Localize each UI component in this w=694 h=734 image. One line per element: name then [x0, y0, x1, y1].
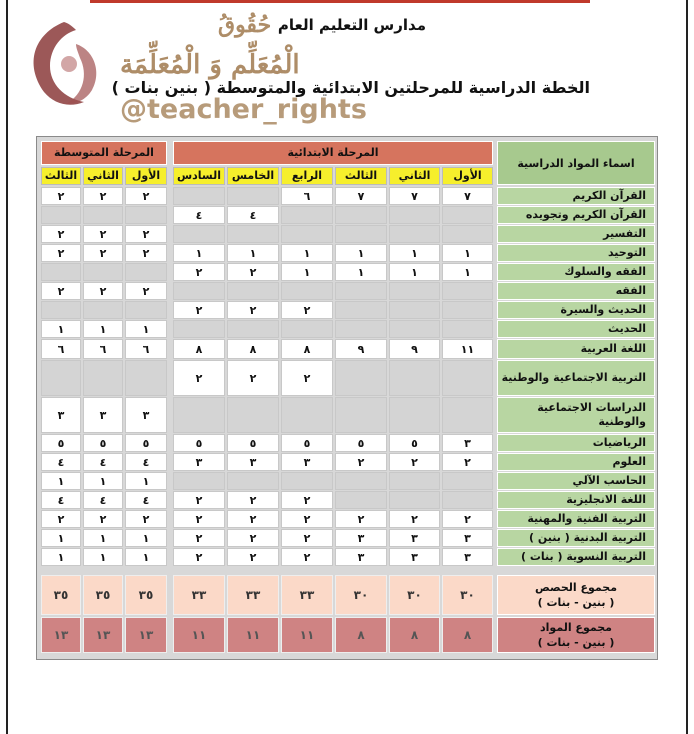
plan-cell: ٦ — [281, 187, 333, 205]
plan-cell: ٨ — [281, 339, 333, 359]
plan-cell: ٦ — [125, 339, 167, 359]
plan-cell: ١ — [281, 244, 333, 262]
plan-cell — [41, 301, 81, 319]
total-subjects-cell: ١٣ — [125, 617, 167, 653]
subject-label: الدراسات الاجتماعية والوطنية — [497, 397, 655, 433]
plan-cell: ٣ — [83, 397, 123, 433]
plan-cell: ٢ — [227, 301, 279, 319]
plan-cell: ٥ — [41, 434, 81, 452]
subject-label: العلوم — [497, 453, 655, 471]
plan-cell: ٤ — [41, 491, 81, 509]
total-periods-cell: ٣٠ — [442, 575, 493, 615]
plan-cell: ٢ — [227, 360, 279, 396]
plan-cell: ٢ — [281, 360, 333, 396]
subject-label: التوحيد — [497, 244, 655, 262]
plan-cell — [389, 360, 440, 396]
plan-cell: ٨ — [227, 339, 279, 359]
plan-cell: ١ — [281, 263, 333, 281]
subject-label: اللغة العربية — [497, 339, 655, 359]
plan-cell: ٢ — [173, 491, 225, 509]
plan-cell — [83, 301, 123, 319]
plan-cell: ٧ — [442, 187, 493, 205]
plan-cell — [173, 397, 225, 433]
plan-cell: ١ — [41, 472, 81, 490]
plan-cell — [281, 472, 333, 490]
plan-cell: ١ — [389, 263, 440, 281]
total-subjects-cell: ١١ — [173, 617, 225, 653]
total-subjects-cell: ١٣ — [83, 617, 123, 653]
watermark-name: الْمُعَلِّم وَ الْمُعَلِّمَة — [120, 50, 300, 80]
plan-cell: ١ — [125, 529, 167, 547]
grade-header-middle: الأول — [125, 167, 167, 185]
plan-cell — [442, 320, 493, 338]
plan-cell — [227, 472, 279, 490]
total-subjects-cell: ١١ — [281, 617, 333, 653]
plan-cell — [442, 491, 493, 509]
plan-cell: ٢ — [125, 225, 167, 243]
plan-cell: ١ — [125, 472, 167, 490]
plan-cell — [83, 206, 123, 224]
total-periods-cell: ٣٠ — [335, 575, 387, 615]
plan-cell: ٢ — [227, 510, 279, 528]
plan-cell — [227, 320, 279, 338]
plan-cell: ٥ — [125, 434, 167, 452]
plan-cell: ٥ — [281, 434, 333, 452]
plan-cell: ٢ — [281, 491, 333, 509]
total-subjects-label — [497, 617, 655, 653]
total-periods-cell: ٣٣ — [227, 575, 279, 615]
plan-cell: ٣ — [335, 529, 387, 547]
plan-cell: ٨ — [173, 339, 225, 359]
total-periods-cell: ٣٥ — [83, 575, 123, 615]
total-subjects-cell: ٨ — [335, 617, 387, 653]
plan-cell: ٣ — [442, 434, 493, 452]
plan-cell — [173, 187, 225, 205]
plan-cell: ١ — [41, 320, 81, 338]
plan-cell: ٤ — [173, 206, 225, 224]
plan-cell: ٢ — [83, 282, 123, 300]
plan-cell: ٢ — [125, 510, 167, 528]
total-periods-cell: ٣٣ — [281, 575, 333, 615]
plan-cell — [389, 491, 440, 509]
plan-cell: ٢ — [442, 510, 493, 528]
plan-cell — [335, 491, 387, 509]
plan-cell: ١ — [173, 244, 225, 262]
total-subjects-line1: مجموع المواد — [540, 621, 612, 634]
plan-cell — [335, 472, 387, 490]
plan-cell — [125, 263, 167, 281]
total-periods-cell: ٣٥ — [41, 575, 81, 615]
plan-cell: ١ — [442, 244, 493, 262]
plan-cell — [227, 187, 279, 205]
plan-cell — [281, 206, 333, 224]
plan-cell: ١ — [125, 320, 167, 338]
plan-cell: ٤ — [227, 206, 279, 224]
plan-cell — [442, 282, 493, 300]
plan-cell: ٥ — [173, 434, 225, 452]
total-periods-label — [497, 575, 655, 615]
middle-stage-header: المرحلة المتوسطة — [41, 141, 167, 165]
plan-cell — [281, 397, 333, 433]
watermark-title: حُقُوقُ — [218, 12, 272, 38]
plan-cell — [335, 320, 387, 338]
total-periods-cell: ٣٣ — [173, 575, 225, 615]
plan-cell — [442, 472, 493, 490]
subject-label: اللغة الانجليزية — [497, 491, 655, 509]
plan-cell: ٢ — [389, 453, 440, 471]
plan-cell — [281, 282, 333, 300]
subject-label: التربية النسوية ( بنات ) — [497, 548, 655, 566]
plan-cell — [389, 206, 440, 224]
plan-cell — [335, 301, 387, 319]
total-subjects-cell: ١١ — [227, 617, 279, 653]
plan-cell — [173, 320, 225, 338]
plan-cell: ٣ — [173, 453, 225, 471]
grade-header-middle: الثاني — [83, 167, 123, 185]
plan-cell: ١ — [41, 529, 81, 547]
plan-cell: ٣ — [335, 548, 387, 566]
plan-cell: ٣ — [442, 548, 493, 566]
plan-cell: ٢ — [335, 510, 387, 528]
plan-cell — [335, 397, 387, 433]
plan-cell: ٢ — [41, 244, 81, 262]
plan-cell — [281, 225, 333, 243]
plan-cell: ٤ — [125, 453, 167, 471]
plan-cell: ٢ — [41, 510, 81, 528]
subject-label: الحديث والسيرة — [497, 301, 655, 319]
plan-cell — [389, 225, 440, 243]
plan-cell: ٢ — [173, 263, 225, 281]
grade-header-primary: السادس — [173, 167, 225, 185]
subject-label: الرياضيات — [497, 434, 655, 452]
plan-cell: ٢ — [83, 510, 123, 528]
top-accent-bar — [90, 0, 590, 3]
plan-cell — [125, 206, 167, 224]
watermark-logo-icon — [14, 14, 114, 114]
total-subjects-cell: ١٣ — [41, 617, 81, 653]
plan-cell: ٥ — [227, 434, 279, 452]
plan-cell — [41, 360, 81, 396]
plan-cell — [125, 360, 167, 396]
plan-cell: ٢ — [281, 510, 333, 528]
plan-cell: ٢ — [281, 301, 333, 319]
plan-cell — [125, 301, 167, 319]
plan-cell — [442, 225, 493, 243]
grade-header-primary: الأول — [442, 167, 493, 185]
plan-cell: ٢ — [173, 301, 225, 319]
plan-cell — [389, 320, 440, 338]
subject-label: التربية البدنية ( بنين ) — [497, 529, 655, 547]
plan-cell: ٣ — [389, 529, 440, 547]
grade-header-primary: الثاني — [389, 167, 440, 185]
plan-cell: ٢ — [442, 453, 493, 471]
plan-cell — [335, 360, 387, 396]
total-periods-cell: ٣٠ — [389, 575, 440, 615]
plan-cell: ٧ — [335, 187, 387, 205]
plan-cell: ٢ — [125, 244, 167, 262]
watermark-handle: @teacher_rights — [120, 94, 367, 125]
plan-cell — [335, 225, 387, 243]
plan-cell: ٣ — [442, 529, 493, 547]
school-heading: مدارس التعليم العام — [277, 16, 426, 34]
plan-cell — [335, 282, 387, 300]
plan-cell: ٣ — [227, 453, 279, 471]
plan-cell — [41, 206, 81, 224]
plan-cell: ٩ — [335, 339, 387, 359]
grade-header-middle: الثالث — [41, 167, 81, 185]
plan-cell: ١ — [442, 263, 493, 281]
plan-cell: ٢ — [281, 529, 333, 547]
plan-cell — [227, 225, 279, 243]
plan-cell: ٥ — [335, 434, 387, 452]
plan-cell: ١ — [125, 548, 167, 566]
plan-cell: ٢ — [125, 187, 167, 205]
plan-cell: ٤ — [83, 453, 123, 471]
plan-cell: ٢ — [389, 510, 440, 528]
plan-cell: ١ — [83, 320, 123, 338]
subject-label: الفقه — [497, 282, 655, 300]
plan-cell — [227, 282, 279, 300]
plan-cell: ٢ — [173, 510, 225, 528]
study-plan-table — [36, 136, 658, 660]
plan-cell: ١ — [335, 244, 387, 262]
plan-cell: ٩ — [389, 339, 440, 359]
plan-cell: ٢ — [227, 263, 279, 281]
total-periods-cell: ٣٥ — [125, 575, 167, 615]
plan-cell: ١ — [335, 263, 387, 281]
plan-cell: ٧ — [389, 187, 440, 205]
plan-cell — [281, 320, 333, 338]
plan-cell — [335, 206, 387, 224]
plan-cell: ١١ — [442, 339, 493, 359]
plan-cell: ٦ — [41, 339, 81, 359]
plan-cell: ٦ — [83, 339, 123, 359]
subject-label: الحديث — [497, 320, 655, 338]
plan-cell: ١ — [83, 529, 123, 547]
plan-cell: ٢ — [227, 548, 279, 566]
subject-label: القرآن الكريم — [497, 187, 655, 205]
plan-cell: ٢ — [41, 187, 81, 205]
plan-cell — [173, 225, 225, 243]
subjects-column-header: اسماء المواد الدراسية — [497, 141, 655, 185]
plan-cell: ٢ — [227, 491, 279, 509]
plan-cell — [389, 472, 440, 490]
subject-label: التربية الاجتماعية والوطنية — [497, 360, 655, 396]
total-periods-line2: ( بنين - بنات ) — [537, 596, 615, 609]
plan-cell: ٣ — [41, 397, 81, 433]
plan-cell: ٣ — [281, 453, 333, 471]
subject-label: التربية الفنية والمهنية — [497, 510, 655, 528]
plan-cell: ٢ — [41, 282, 81, 300]
plan-cell — [227, 397, 279, 433]
grade-header-primary: الرابع — [281, 167, 333, 185]
plan-cell: ٢ — [173, 360, 225, 396]
plan-cell — [442, 206, 493, 224]
plan-cell: ١ — [389, 244, 440, 262]
plan-cell: ١ — [41, 548, 81, 566]
plan-cell — [83, 263, 123, 281]
primary-stage-header: المرحلة الابتدائية — [173, 141, 493, 165]
total-subjects-cell: ٨ — [389, 617, 440, 653]
subject-label: الفقه والسلوك — [497, 263, 655, 281]
plan-cell: ٢ — [227, 529, 279, 547]
plan-title: الخطة الدراسية للمرحلتين الابتدائية والمتوسطة ( بنين بنات ) — [111, 78, 590, 97]
plan-cell — [173, 282, 225, 300]
plan-cell: ١ — [83, 548, 123, 566]
subject-label: التفسير — [497, 225, 655, 243]
total-periods-line1: مجموع الحصص — [534, 581, 618, 594]
plan-cell: ٢ — [335, 453, 387, 471]
grade-header-primary: الثالث — [335, 167, 387, 185]
plan-cell: ١ — [227, 244, 279, 262]
subject-label: القرآن الكريم وتجويده — [497, 206, 655, 224]
subject-label: الحاسب الآلي — [497, 472, 655, 490]
plan-cell: ٤ — [83, 491, 123, 509]
plan-cell: ٤ — [41, 453, 81, 471]
plan-cell — [389, 301, 440, 319]
plan-cell: ٥ — [389, 434, 440, 452]
plan-cell: ٥ — [83, 434, 123, 452]
plan-cell — [442, 360, 493, 396]
total-subjects-line2: ( بنين - بنات ) — [537, 636, 615, 649]
plan-cell: ٣ — [389, 548, 440, 566]
plan-cell — [389, 282, 440, 300]
plan-cell — [173, 472, 225, 490]
plan-cell: ٢ — [173, 548, 225, 566]
plan-cell: ٢ — [281, 548, 333, 566]
plan-cell: ٢ — [41, 225, 81, 243]
plan-cell: ١ — [83, 472, 123, 490]
plan-cell — [442, 397, 493, 433]
plan-cell: ٢ — [83, 187, 123, 205]
plan-cell: ٢ — [83, 244, 123, 262]
plan-cell: ٢ — [83, 225, 123, 243]
plan-cell — [41, 263, 81, 281]
grade-header-primary: الخامس — [227, 167, 279, 185]
plan-cell: ٤ — [125, 491, 167, 509]
plan-cell: ٢ — [125, 282, 167, 300]
plan-cell — [389, 397, 440, 433]
plan-cell: ٣ — [125, 397, 167, 433]
plan-cell: ٢ — [173, 529, 225, 547]
plan-cell — [83, 360, 123, 396]
total-subjects-cell: ٨ — [442, 617, 493, 653]
plan-cell — [442, 301, 493, 319]
